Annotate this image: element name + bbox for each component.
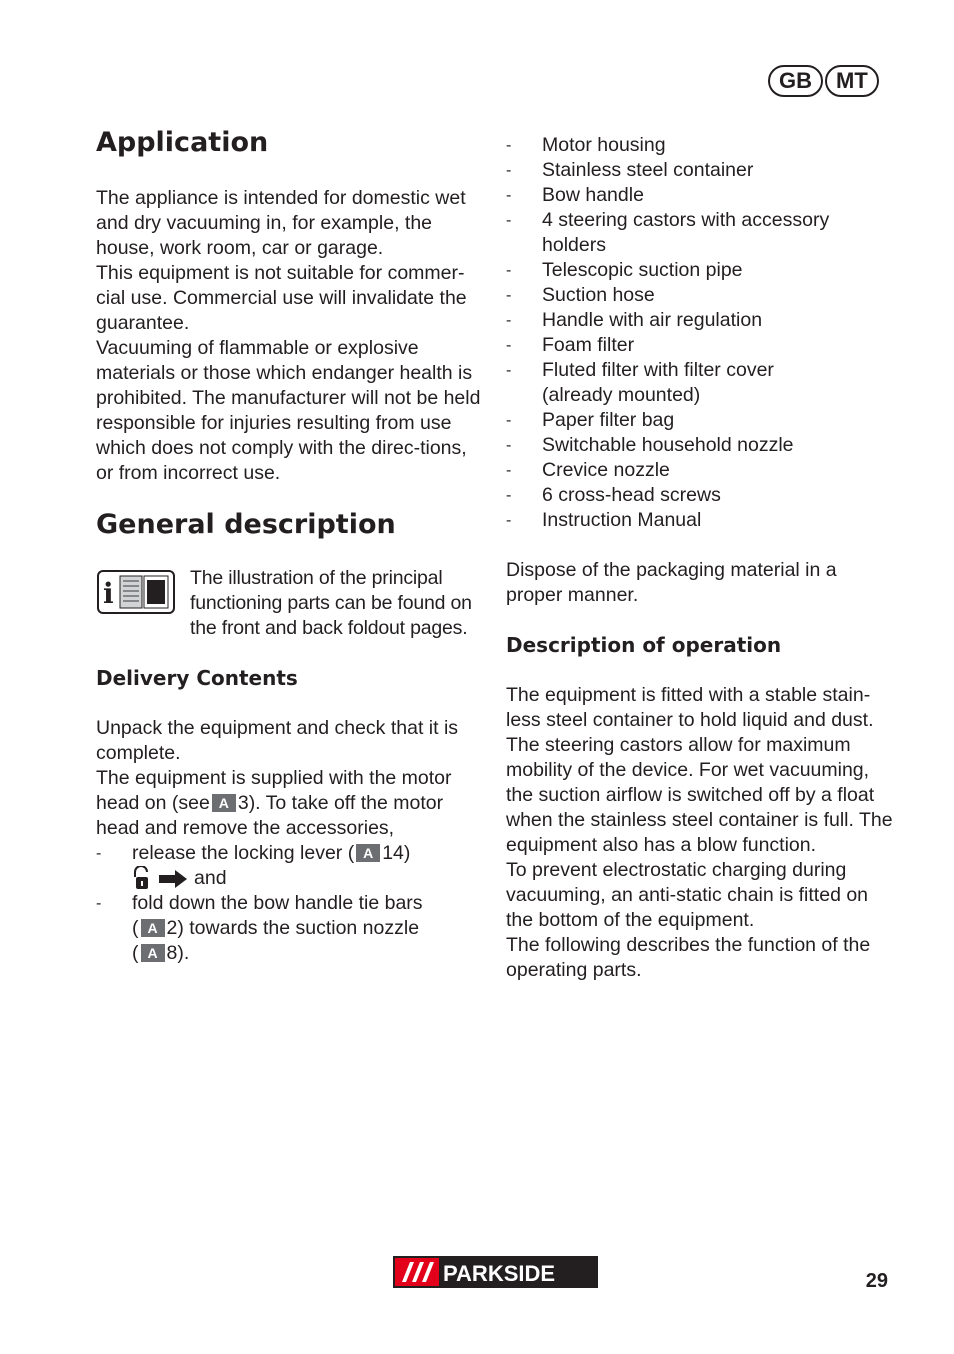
lock-symbol-row — [96, 866, 486, 891]
list-item: - Foam filter — [506, 333, 896, 358]
delivery-text: 3). To take off the motor head and remove the accessories, — [96, 792, 444, 839]
delivery-contents-heading: Delivery Contents — [96, 666, 298, 690]
step-text: 8). — [166, 942, 190, 964]
list-item: - Fluted filter with filter cover (already mounted) — [506, 358, 802, 408]
list-item: - 4 steering castors with accessory holders — [506, 208, 862, 258]
contents-list — [506, 133, 896, 533]
step-text: 2) towards the suction nozzle — [166, 917, 420, 939]
list-item — [96, 841, 486, 866]
parkside-logo — [393, 1256, 598, 1288]
page-number: 29 — [865, 1270, 888, 1292]
info-text: The illustration of the principal functioning parts can be found on the front and back foldout pages. — [190, 567, 472, 639]
list-item: - Bow handle — [506, 183, 896, 208]
dispose-paragraph: Dispose of the packaging material in a proper manner. — [506, 559, 837, 606]
info-manual-icon — [96, 569, 176, 615]
figure-ref-a: A — [356, 844, 380, 862]
list-item: - Handle with air regulation — [506, 308, 896, 333]
figure-ref-a: A — [141, 919, 165, 937]
language-badges — [768, 65, 879, 97]
application-paragraph: This equipment is not suitable for commer-cial use. Commercial use will invalidate the guarantee. — [96, 262, 467, 334]
operation-paragraph: The following describes the function of the operating parts. — [506, 934, 871, 981]
lang-badge-gb: GB — [768, 65, 823, 97]
figure-ref-a: A — [212, 794, 236, 812]
svg-text:i: i — [103, 577, 114, 610]
left-column — [96, 126, 486, 966]
list-item: - Switchable household nozzle — [506, 433, 896, 458]
list-item: - Instruction Manual — [506, 508, 896, 533]
delivery-paragraph — [96, 766, 486, 841]
delivery-steps — [96, 841, 486, 866]
list-item: - Suction hose — [506, 283, 896, 308]
application-paragraph: The appliance is intended for domestic wet and dry vacuuming in, for example, the house, work room, car or garage. — [96, 187, 466, 259]
delivery-text: The equipment is supplied with the motor head on (see — [96, 767, 452, 814]
application-heading: Application — [96, 127, 269, 158]
paren: ( — [132, 917, 139, 939]
operation-paragraph: The equipment is fitted with a stable stain-less steel container to hold liquid and dust. The steering castors allow for maximum mobility of the device. For wet vacuuming, the suction airflow is switched off by a float when the stainless steel container is full. The equipment also has a blow function. — [506, 684, 893, 856]
list-item: - Telescopic suction pipe — [506, 258, 896, 283]
info-note — [96, 566, 486, 641]
list-item: - Crevice nozzle — [506, 458, 896, 483]
list-item: - Motor housing — [506, 133, 896, 158]
list-item — [96, 891, 486, 966]
arrow-right-icon — [158, 870, 188, 888]
step-text: 14) — [382, 842, 411, 864]
step-text: fold down the bow handle tie bars — [132, 892, 423, 914]
operation-heading: Description of operation — [506, 633, 782, 657]
operation-paragraph: To prevent electrostatic charging during vacuuming, an anti-static chain is fitted on the bottom of the equipment. — [506, 859, 869, 931]
list-item: - 6 cross-head screws — [506, 483, 896, 508]
unlock-icon — [132, 866, 152, 891]
paren: ( — [132, 942, 139, 964]
application-paragraph: Vacuuming of flammable or explosive materials or those which endanger health is prohibited. The manufacturer will not be held responsible for injuries resulting from use which does not comply with the direc-tions, or from incorrect use. — [96, 337, 481, 484]
list-item: - Paper filter bag — [506, 408, 896, 433]
figure-ref-a: A — [141, 944, 165, 962]
right-column — [506, 133, 896, 983]
list-item: - Stainless steel container — [506, 158, 896, 183]
lang-badge-mt: MT — [825, 65, 879, 97]
step-text: and — [194, 867, 227, 889]
delivery-steps — [96, 891, 486, 966]
brand-text: PARKSIDE — [443, 1261, 556, 1286]
general-description-heading: General description — [96, 509, 396, 540]
delivery-paragraph: Unpack the equipment and check that it is complete. — [96, 717, 459, 764]
step-text: release the locking lever ( — [132, 842, 355, 864]
